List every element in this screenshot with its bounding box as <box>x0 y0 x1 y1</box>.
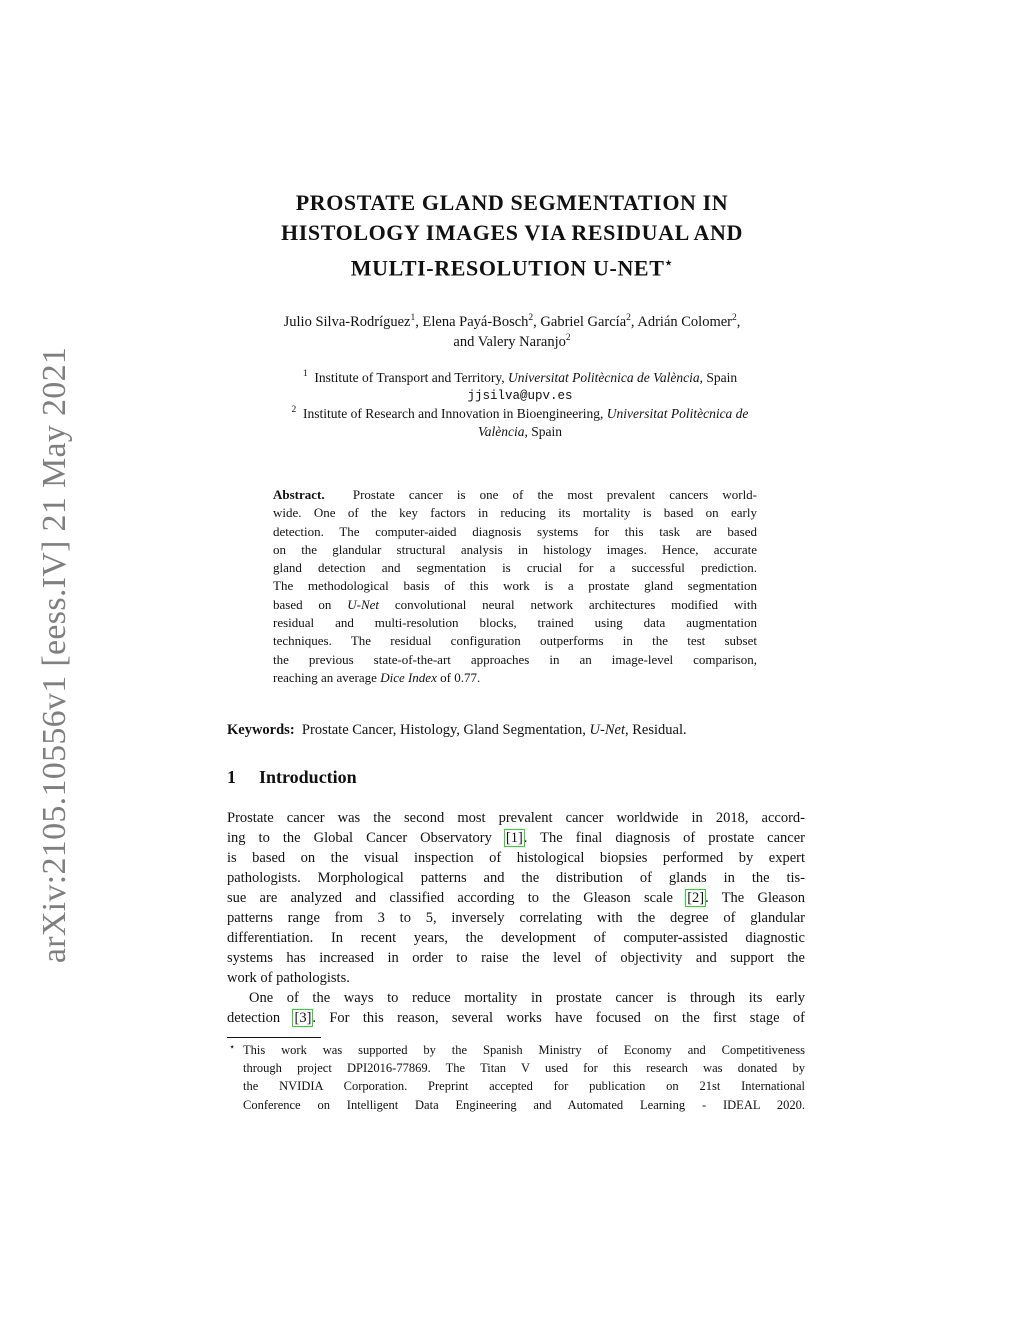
author-line <box>212 312 812 332</box>
abstract-text: of 0.77. <box>436 669 481 685</box>
title-line: PROSTATE GLAND SEGMENTATION IN <box>295 190 729 215</box>
author-affiliation-mark: 2 <box>626 313 631 323</box>
author-separator: , <box>630 314 638 330</box>
footnote-line <box>227 1041 805 1059</box>
abstract-line: techniques. The residual configuration outperforms in the test subset <box>273 633 757 649</box>
body-line: patterns range from 3 to 5, inversely correlating with the degree of glandular <box>227 910 805 926</box>
section-number: 1 <box>227 767 236 787</box>
body-line <box>227 828 805 848</box>
body-line: pathologists. Morphological patterns and the distribution of glands in the tis- <box>227 870 805 886</box>
body-line: systems has increased in order to raise the level of objectivity and support the <box>227 950 805 966</box>
title-footnote-mark[interactable]: ⋆ <box>664 255 674 270</box>
footnote <box>227 1041 805 1114</box>
abstract-line: the previous state-of-the-art approaches in an image-level comparison, <box>273 651 757 667</box>
abstract-line: detection. The computer-aided diagnosis systems for this task are based <box>273 523 757 539</box>
body-line: is based on the visual inspection of histological biopsies performed by expert <box>227 850 805 866</box>
affiliation-1 <box>230 369 810 387</box>
keywords-tail: , Residual. <box>624 722 687 738</box>
footnote-text: This work was supported by the Spanish Ministry of Economy and Competitiveness <box>243 1043 805 1057</box>
section-title: Introduction <box>259 767 357 787</box>
body-text: detection <box>227 1010 294 1026</box>
author-affiliation-mark: 1 <box>410 313 416 323</box>
citation-link[interactable]: [2] <box>687 890 705 906</box>
footnote-line: through project DPI2016-77869. The Titan V used for this research was donated by <box>243 1061 805 1076</box>
footnote-mark: ⋆ <box>229 1042 236 1053</box>
abstract-text: based on <box>273 596 348 612</box>
author-separator: , <box>415 314 423 330</box>
abstract-text: Prostate cancer is one of the most prevalent cancers world- <box>352 487 758 502</box>
abstract-line: The methodological basis of this work is a prostate gland segmentation <box>273 578 757 594</box>
author-affiliation-mark: 2 <box>732 313 737 323</box>
introduction-body <box>227 808 805 1028</box>
footnote-line: Conference on Intelligent Data Engineering and Automated Learning - IDEAL 2020. <box>243 1097 805 1112</box>
section-heading <box>227 767 357 788</box>
affiliation-tail: , Spain <box>699 370 738 385</box>
citation-link[interactable]: [3] <box>294 1010 312 1026</box>
arxiv-identifier-stamp[interactable]: arXiv:2105.10556v1 [eess.IV] 21 May 2021 <box>36 346 73 964</box>
abstract-line <box>273 669 757 687</box>
body-line <box>227 888 805 908</box>
footnote-line: the NVIDIA Corporation. Preprint accepted for publication on 21st International <box>243 1079 805 1094</box>
affiliation-number: 1 <box>302 369 308 379</box>
affiliation-2-continued <box>230 423 810 441</box>
author-line <box>212 332 812 352</box>
affiliation-institution: València <box>477 424 525 439</box>
body-text: . The final diagnosis of prostate cancer <box>523 830 806 846</box>
affiliation-tail: , Spain <box>524 424 562 439</box>
author-name: Adrián Colomer <box>637 314 732 330</box>
abstract <box>273 486 757 687</box>
author-name: Julio Silva-Rodríguez <box>283 314 411 330</box>
affiliation-2 <box>230 405 810 423</box>
abstract-line: wide. One of the key factors in reducing its mortality is based on early <box>273 505 757 521</box>
keywords-emphasis: U-Net <box>589 722 625 738</box>
author-separator: , <box>736 314 741 330</box>
body-line: work of pathologists. <box>227 970 350 986</box>
abstract-text: convolutional neural network architectures modified with <box>379 596 757 612</box>
abstract-text: reaching an average <box>273 669 381 685</box>
author-name: and Valery Naranjo <box>453 334 566 350</box>
abstract-emphasis: Dice Index <box>380 669 437 685</box>
abstract-line: gland detection and segmentation is crucial for a successful prediction. <box>273 560 757 576</box>
affiliations <box>230 369 810 441</box>
affiliation-institution: Universitat Politècnica de <box>606 406 749 421</box>
author-affiliation-mark: 2 <box>528 313 534 323</box>
author-email[interactable]: jjsilva@upv.es <box>467 389 573 403</box>
abstract-line: residual and multi-resolution blocks, trained using data augmentation <box>273 615 757 631</box>
abstract-line: on the glandular structural analysis in histology images. Hence, accurate <box>273 541 757 557</box>
affiliation-number: 2 <box>291 405 297 415</box>
paper-title <box>212 188 812 283</box>
keywords-label: Keywords: <box>227 722 295 738</box>
author-affiliation-mark: 2 <box>565 333 571 343</box>
affiliation-institution: Universitat Politècnica de València <box>508 370 700 385</box>
body-text: . The Gleason <box>705 890 805 906</box>
body-line: Prostate cancer was the second most prevalent cancer worldwide in 2018, accord- <box>227 810 805 826</box>
title-line-text: MULTI-RESOLUTION U-NET <box>350 255 665 281</box>
keywords-text: Prostate Cancer, Histology, Gland Segmentation, <box>301 722 590 738</box>
abstract-line <box>273 486 757 504</box>
author-name: Gabriel García <box>540 314 627 330</box>
author-list <box>212 312 812 352</box>
body-text: sue are analyzed and classified according to the Gleason scale <box>227 890 687 906</box>
abstract-line <box>273 596 757 614</box>
affiliation-text: Institute of Transport and Territory, <box>314 370 509 385</box>
abstract-label: Abstract. <box>273 487 325 502</box>
title-line: HISTOLOGY IMAGES VIA RESIDUAL AND <box>281 220 743 245</box>
affiliation-text: Institute of Research and Innovation in Bioengineering, <box>303 406 607 421</box>
abstract-emphasis: U-Net <box>347 596 380 612</box>
body-line <box>227 1008 805 1028</box>
keywords <box>227 720 807 740</box>
body-line: One of the ways to reduce mortality in prostate cancer is through its early <box>249 990 805 1006</box>
author-separator: , <box>533 314 541 330</box>
author-name: Elena Payá-Bosch <box>422 314 529 330</box>
body-text: . For this reason, several works have focused on the first stage of <box>312 1010 805 1026</box>
body-line: differentiation. In recent years, the development of computer-assisted diagnostic <box>227 930 805 946</box>
body-text: ing to the Global Cancer Observatory <box>227 830 505 846</box>
footnote-rule <box>227 1037 321 1038</box>
title-line <box>212 248 812 283</box>
citation-link[interactable]: [1] <box>505 830 523 846</box>
